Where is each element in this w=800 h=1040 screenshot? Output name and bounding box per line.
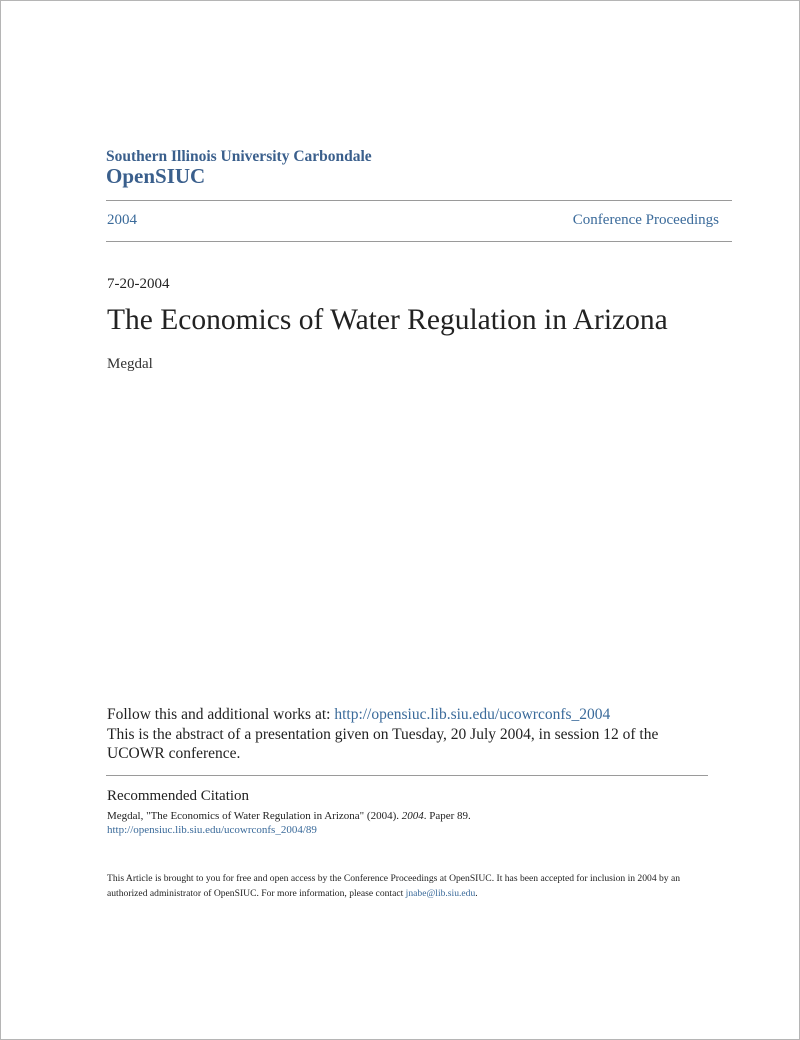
year-link[interactable]: 2004 (107, 212, 137, 228)
notice-end: . (475, 888, 478, 899)
publication-date: 7-20-2004 (107, 276, 170, 292)
recommended-citation-heading: Recommended Citation (107, 788, 250, 804)
article-title: The Economics of Water Regulation in Arizona (107, 304, 668, 336)
citation-block (107, 809, 471, 837)
article-author: Megdal (107, 356, 153, 372)
citation-divider (106, 775, 708, 776)
notice-text: This Article is brought to you for free and open access by the Conference Proceedings at OpenSIUC. It has been accepted for inclusion in 2004 by an authorized administrator of OpenSIUC. For more information, please contact (107, 873, 681, 899)
citation-suffix: . Paper 89. (423, 810, 471, 822)
collection-link[interactable]: Conference Proceedings (572, 212, 719, 228)
institution-name: Southern Illinois University Carbondale (106, 148, 372, 165)
abstract-note: This is the abstract of a presentation given on Tuesday, 20 July 2004, in session 12 of the UCOWR conference. (107, 726, 659, 762)
repository-name[interactable]: OpenSIUC (106, 164, 206, 188)
citation-text (107, 809, 471, 823)
follow-prefix: Follow this and additional works at: (107, 706, 335, 723)
access-notice (107, 871, 707, 901)
header-divider-bottom (106, 241, 732, 242)
follow-line (107, 706, 610, 724)
citation-prefix: Megdal, "The Economics of Water Regulation in Arizona" (2004). (107, 810, 402, 822)
citation-url-link[interactable]: http://opensiuc.lib.siu.edu/ucowrconfs_2004/89 (107, 824, 317, 836)
header-divider-top (106, 200, 732, 201)
follow-url-link[interactable]: http://opensiuc.lib.siu.edu/ucowrconfs_2004 (334, 706, 611, 723)
contact-email-link[interactable]: jnabe@lib.siu.edu (405, 888, 476, 899)
citation-source: 2004 (401, 810, 424, 822)
